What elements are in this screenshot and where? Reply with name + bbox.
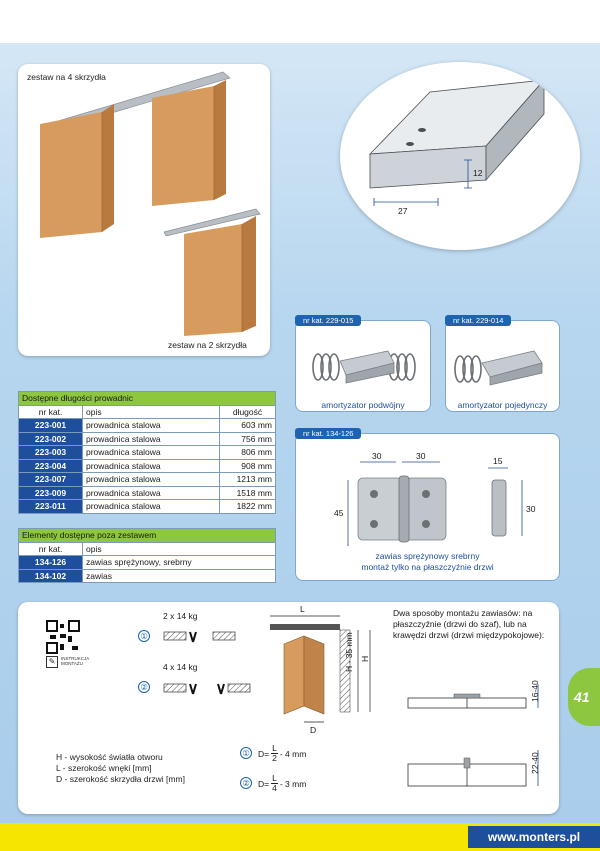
dim-h-range: H - 35 mm	[344, 632, 354, 672]
dim-L: L	[300, 604, 305, 614]
marker-1: ①	[138, 630, 150, 642]
product-tag: nr kat. 134-126	[295, 428, 361, 439]
col-header-cat: nr kat.	[19, 405, 83, 419]
rail-profile-svg	[340, 62, 580, 250]
website-link[interactable]: www.monters.pl	[468, 826, 600, 848]
marker-2: ②	[138, 681, 150, 693]
mounting-methods-text: Dwa sposoby montażu zawiasów: na płaszczyźnie (drzwi do szaf), lub na krawędzi drzwi (drzwi międzypokojowe):	[393, 608, 545, 640]
rail-profile-drawing	[340, 62, 580, 250]
formula-1: D= $\frac{L}{2}$ - 4 mm	[258, 743, 307, 763]
product-card-double-damper	[295, 316, 431, 412]
table-row: 223-002 prowadnica stalowa 756 mm	[19, 432, 276, 446]
product-caption: amortyzator podwójny	[321, 400, 405, 410]
extras-table	[18, 528, 276, 583]
table-row: 223-001 prowadnica stalowa 603 mm	[19, 419, 276, 433]
product-caption: amortyzator pojedynczy	[457, 400, 548, 410]
door-sets-illustration	[18, 64, 270, 356]
product-card-spring-hinge	[295, 429, 560, 581]
extras-table-title: Elementy dostępne poza zestawem	[19, 529, 276, 543]
legend-d: D - szerokość skrzydła drzwi [mm]	[56, 774, 185, 784]
hinge-dim-b: 30	[416, 451, 426, 461]
top-margin	[0, 0, 600, 43]
mounting-card	[18, 602, 559, 814]
dim-H: H	[360, 655, 370, 662]
hinge-caption-2: montaż tylko na płaszczyźnie drzwi	[361, 562, 494, 572]
set-2-label: zestaw na 2 skrzydła	[168, 340, 247, 350]
rail-height-dim: 12	[473, 168, 483, 178]
hinge-dim-a: 30	[372, 451, 382, 461]
product-card-single-damper	[445, 316, 560, 412]
col-header-desc: opis	[83, 542, 276, 556]
table-row: 223-011 prowadnica stalowa 1822 mm	[19, 500, 276, 514]
table-row: 223-007 prowadnica stalowa 1213 mm	[19, 473, 276, 487]
page-number: 41	[568, 668, 600, 726]
hinge-dim-h: 45	[334, 508, 344, 518]
col-header-desc: opis	[83, 405, 220, 419]
load-1: 2 x 14 kg	[163, 611, 198, 621]
table-row: 134-102 zawias	[19, 569, 276, 583]
product-tag: nr kat. 229-014	[445, 315, 511, 326]
table-row: 134-126 zawias sprężynowy, srebrny	[19, 556, 276, 570]
col-header-length: długość	[220, 405, 276, 419]
rail-width-dim: 27	[398, 206, 408, 216]
table-row: 223-009 prowadnica stalowa 1518 mm	[19, 486, 276, 500]
edit-icon: ✎	[46, 656, 58, 668]
hinge-dim-side-h: 30	[526, 504, 536, 514]
product-photo-card	[18, 64, 270, 356]
legend-h: H - wysokość światła otworu	[56, 752, 163, 762]
dim-top-range: 16-40	[530, 680, 540, 702]
set-4-label: zestaw na 4 skrzydła	[27, 72, 106, 82]
hinge-caption-1: zawias sprężynowy srebrny	[375, 551, 480, 561]
qr-caption: INSTRUKCJA MONTAŻU	[61, 656, 90, 666]
load-2: 4 x 14 kg	[163, 662, 198, 672]
table-row: 223-004 prowadnica stalowa 908 mm	[19, 459, 276, 473]
formula-marker-1: ①	[240, 747, 252, 759]
dim-D: D	[310, 725, 317, 735]
product-tag: nr kat. 229-015	[295, 315, 361, 326]
formula-2: D= $\frac{L}{4}$ - 3 mm	[258, 773, 307, 793]
formula-marker-2: ②	[240, 777, 252, 789]
hinge-dim-side-w: 15	[493, 456, 503, 466]
dim-bottom-range: 22-40	[530, 752, 540, 774]
legend-l: L - szerokość wnęki [mm]	[56, 763, 152, 773]
lengths-table-title: Dostępne długości prowadnic	[19, 392, 276, 406]
col-header-cat: nr kat.	[19, 542, 83, 556]
table-row: 223-003 prowadnica stalowa 806 mm	[19, 446, 276, 460]
rail-lengths-table	[18, 391, 276, 514]
